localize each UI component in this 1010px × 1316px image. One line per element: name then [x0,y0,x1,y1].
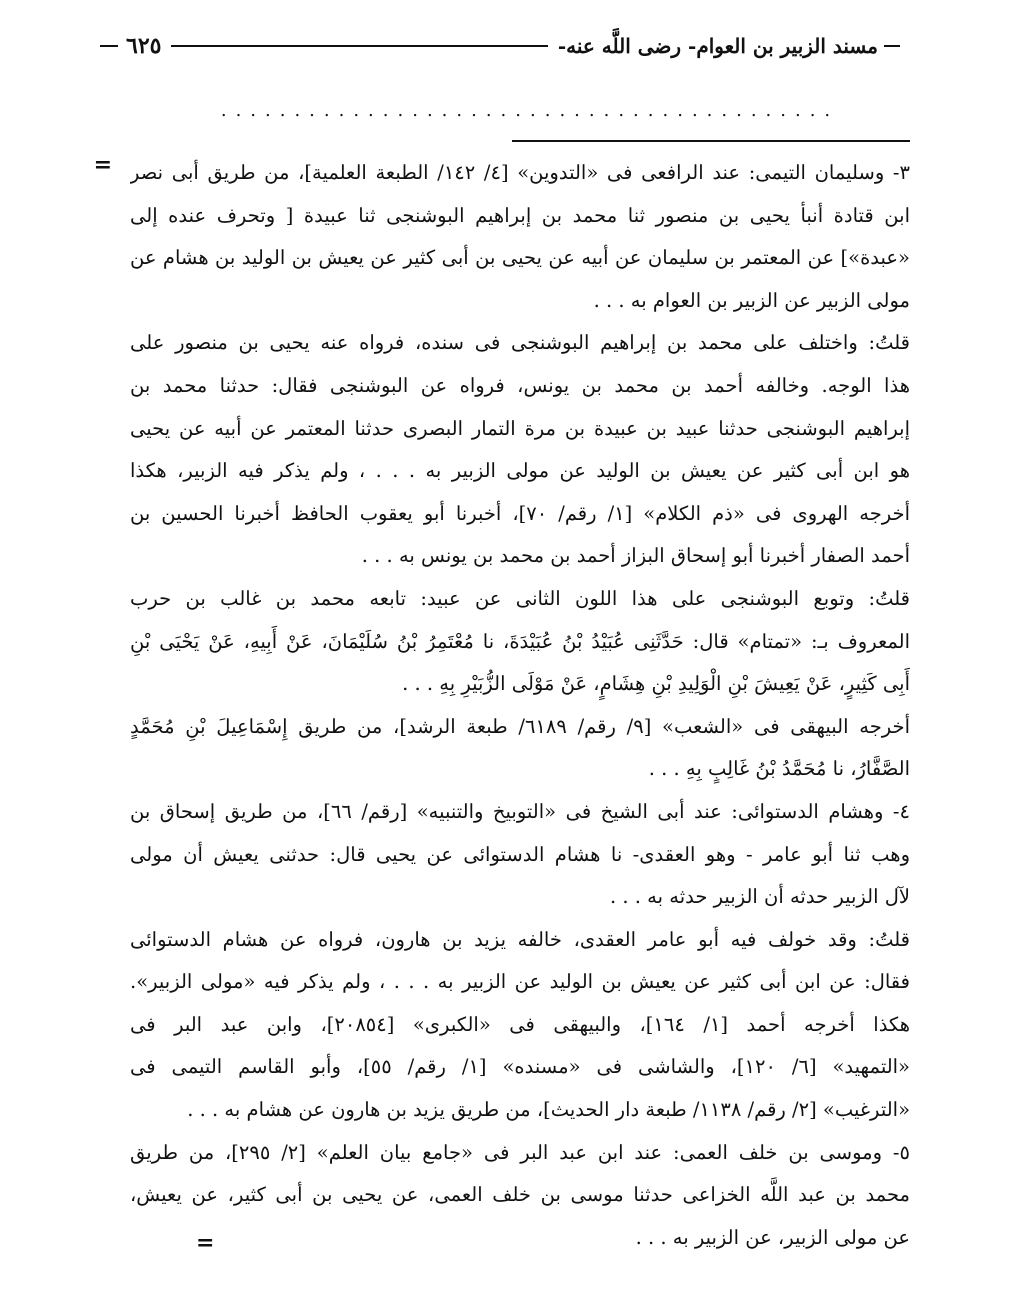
text-line: «عبدة»] عن المعتمر بن سليمان عن أبيه عن يحيى بن أبى كثير عن يعيش بن الوليد بن هشام عن [130,246,910,270]
text-line: عن مولى الزبير، عن الزبير به . . . [635,1225,910,1249]
paragraph-musa-ibn-khalaf [130,1132,910,1260]
text-line: فقال: عن ابن أبى كثير عن يعيش بن الوليد عن الزبير به . . . ، ولم يذكر فيه «مولى الزبير». [130,970,910,994]
running-header [100,28,900,64]
text-line: قلتُ: واختلف على محمد بن إبراهيم البوشنجى فى سنده، فرواه عنه يحيى بن منصور على [130,331,910,355]
header-tail-dash [100,45,118,47]
text-line: المعروف بـ: «تمتام» قال: حَدَّثَنِى عُبَيْدُ بْنُ عُبَيْدَةَ، نا مُعْتَمِرُ بْنُ سُلَيْمَانَ، عَنْ أَبِيهِ، عَنْ يَحْيَى بْنِ [130,629,910,653]
text-line: «الترغيب» [٢/ رقم/ ١١٣٨/ طبعة دار الحديث]، من طريق يزيد بن هارون عن هشام به . . . [187,1098,910,1122]
text-line: أحمد الصفار أخبرنا أبو إسحاق البزاز أحمد بن محمد بن يونس به . . . [361,544,910,568]
footnote-rule [512,140,910,142]
text-line: هو ابن أبى كثير عن يعيش بن الوليد عن مولى الزبير به . . . ، ولم يذكر فيه الزبير، هكذا [130,459,910,483]
text-line: قلتُ: وتوبع البوشنجى على هذا اللون الثانى عن عبيد: تابعه محمد بن غالب بن حرب [130,586,910,610]
footnote-body [130,152,910,1259]
paragraph-sulayman-taymi [130,152,910,322]
paragraph-qultu-ikhtalafa [130,322,910,578]
text-line: هذا الوجه. وخالفه أحمد بن محمد بن يونس، فرواه عن البوشنجى فقال: حدثنا محمد بن [130,373,910,397]
text-line: ٤- وهشام الدستوائى: عند أبى الشيخ فى «التوبيخ والتنبيه» [رقم/ ٦٦]، من طريق إسحاق بن [130,799,910,823]
header-rule [171,45,547,47]
page-number: ٦٢٥ [126,33,162,59]
text-line: هكذا أخرجه أحمد [١/ ١٦٤]، والبيهقى فى «الكبرى» [٢٠٨٥٤]، وابن عبد البر فى [130,1012,910,1036]
text-line: إبراهيم البوشنجى حدثنا عبيد بن عبيدة بن مرة التمار البصرى حدثنا المعتمر عن أبيه عن يحيى [130,416,910,440]
paragraph-qultu-khulifa [130,919,910,1132]
text-line: أخرجه الهروى فى «ذم الكلام» [١/ رقم/ ٧٠]، أخبرنا أبو يعقوب الحافظ أخبرنا الحسين بن [130,501,910,525]
text-line: وهب ثنا أبو عامر - وهو العقدى- نا هشام الدستوائى عن يحيى قال: حدثنى يعيش أن مولى [130,842,910,866]
continuation-marker-bottom: = [196,1230,215,1256]
text-line: مولى الزبير عن الزبير بن العوام به . . . [593,288,910,312]
text-line: الصَّفَّارُ، نا مُحَمَّدُ بْنُ غَالِبٍ بِهِ . . . [648,757,910,781]
paragraph-qultu-tubia [130,578,910,791]
text-line: لآل الزبير حدثه أن الزبير حدثه به . . . [609,885,910,909]
text-line: أخرجه البيهقى فى «الشعب» [٩/ رقم/ ٦١٨٩/ طبعة الرشد]، من طريق إِسْمَاعِيلَ بْنِ مُحَمَّدٍ [130,714,910,738]
text-line: قلتُ: وقد خولف فيه أبو عامر العقدى، خالفه يزيد بن هارون، فرواه عن هشام الدستوائى [130,927,910,951]
text-line: «التمهيد» [٦/ ١٢٠]، والشاشى فى «مسنده» [١/ رقم/ ٥٥]، وأبو القاسم التيمى فى [130,1055,910,1079]
continuation-marker-top: = [93,152,112,178]
text-line: ٣- وسليمان التيمى: عند الرافعى فى «التدوين» [٤/ ١٤٢/ الطبعة العلمية]، من طريق أبى نصر [130,161,910,184]
running-title: مسند الزبير بن العوام- رضى اللَّه عنه- [557,34,878,58]
paragraph-hisham-dastuwai [130,791,910,919]
text-line: أَبِى كَثِيرٍ، عَنْ يَعِيشَ بْنِ الْوَلِيدِ بْنِ هِشَامٍ، عَنْ مَوْلَى الزُّبَيْرِ بِهِ . . . [402,672,910,696]
text-line: ٥- وموسى بن خلف العمى: عند ابن عبد البر فى «جامع بيان العلم» [٢/ ٢٩٥]، من طريق [130,1140,910,1164]
header-lead-dash [884,45,900,47]
separator-dots: .......................................... [220,100,840,121]
text-line: ابن قتادة أنبأ يحيى بن منصور ثنا محمد بن إبراهيم البوشنجى ثنا عبيدة [ وتحرف عنده إلى [130,203,910,227]
text-line: محمد بن عبد اللَّه الخزاعى حدثنا موسى بن خلف العمى، عن يحيى بن أبى كثير، عن يعيش، [130,1183,910,1207]
